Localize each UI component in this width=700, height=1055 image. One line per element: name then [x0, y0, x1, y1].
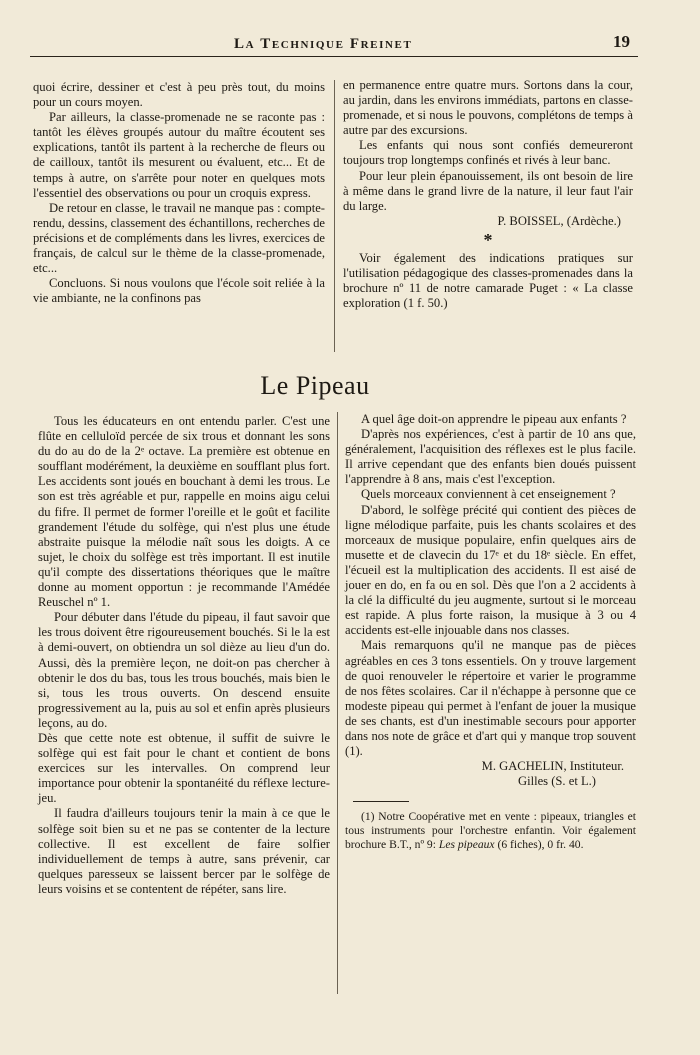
section-asterisk: * — [483, 229, 493, 250]
author-signature: M. GACHELIN, Instituteur. — [481, 759, 624, 774]
paragraph: quoi écrire, dessiner et c'est à peu près tout, du moins pour un cours moyen. — [33, 80, 325, 110]
paragraph: Mais remarquons qu'il ne manque pas de pièces agréables en ces 3 tons essentiels. On y trouve largement de quoi renouveler le répertoire et varier le programme de nos fêtes scolaires. Car il n'échappe à personne que ce modeste pipeau qui permet à l'enfant de jouer la musique de ses chants, est d'un inestimable secours pour apporter dans nos note de grâce et d'art qui y manque trop souvent (1). — [345, 638, 636, 759]
paragraph: Les enfants qui nous sont confiés demeureront toujours trop longtemps confinés et rivés à leur banc. — [343, 138, 633, 168]
column-bottom-left — [38, 414, 330, 897]
footnote-title: Les pipeaux — [438, 837, 495, 851]
paragraph: Dès que cette note est obtenue, il suffit de suivre le solfège qui est fait pour le chant et contient de bons exercices sur les intervalles. On comprend leur importance pour obtenir la spontanéité du réflexe lecture-jeu. — [38, 730, 330, 806]
footnote-end: (6 fiches), 0 fr. 40. — [497, 837, 584, 851]
paragraph: D'abord, le solfège précité qui contient des pièces de ligne mélodique parfaite, puis les chants scolaires et des morceaux de musique populaire, enfin quelques airs de musette et de clavecin du 17ᵉ et du 18ᵉ siècle. En effet, l'écueil est la multiplication des accidents. Il est aisé de jouer en do, en fa ou en sol. Dès que l'on a 2 accidents à la clé la difficulté du jeu augmente, surtout si le morceau est rapide. A plus forte raison, la musique à 3 ou 4 accidents est-elle injouable dans nos classes. — [345, 502, 636, 638]
column-divider — [337, 412, 338, 994]
paragraph: Quels morceaux conviennent à cet enseignement ? — [361, 487, 616, 502]
author-location: Gilles (S. et L.) — [518, 774, 596, 789]
paragraph: Voir également des indications pratiques sur l'utilisation pédagogique des classes-promenades dans la brochure nº 11 de notre camarade Puget : « La classe exploration (1 f. 50.) — [343, 250, 633, 311]
running-title: La Technique Freinet — [234, 36, 413, 52]
column-top-right — [343, 78, 633, 311]
column-top-left — [33, 80, 325, 306]
column-bottom-right — [345, 412, 636, 852]
author-signature: P. BOISSEL, (Ardèche.) — [497, 213, 621, 228]
article-title: Le Pipeau — [260, 371, 370, 400]
footnote — [345, 810, 636, 851]
paragraph: Pour leur plein épanouissement, ils ont besoin de lire à même dans le grand livre de la nature, il leur faut l'air du large. — [343, 168, 633, 213]
column-divider — [334, 80, 335, 352]
footnote-text: (1) Notre Coopérative met en vente : pipeaux, triangles et tous instruments pour l'orchestre enfantin. Voir également brochure B.T., nº 9: — [345, 810, 636, 851]
paragraph: Pour débuter dans l'étude du pipeau, il faut savoir que les trous doivent être rigoureusement bouchés. Si le la est à demi-ouvert, on obtiendra un sol dièze au lieu d'un do. Aussi, dès la première leçon, ne doit-on pas chercher à obtenir le dos du bas, tous les trous bouchés, mais bien le si, tous les trous ouverts. On descend ensuite progressivement au la, puis au sol et enfin après plusieurs leçons, au do. — [38, 610, 330, 730]
page-header — [30, 30, 638, 57]
paragraph: Par ailleurs, la classe-promenade ne se raconte pas : tantôt les élèves groupés autour du maître écoutent ses explications, tantôt ils partent à la recherche de fleurs ou de cailloux, tantôt ils mesurent ou évaluent, etc... Et de temps à autre, on s'arrête pour noter en quelques mots l'essentiel des observations ou pour un croquis express. — [33, 110, 325, 200]
paragraph: A quel âge doit-on apprendre le pipeau aux enfants ? — [361, 412, 627, 426]
paragraph: en permanence entre quatre murs. Sortons dans la cour, au jardin, dans les environs immédiats, partons en classe-promenade, et si nous le pouvons, complétons de temps à autre par des excursions. — [343, 78, 633, 138]
paragraph: Tous les éducateurs en ont entendu parler. C'est une flûte en celluloïd percée de six trous et donnant les sons du do au do de la 2ᵉ octave. La première est obtenue en soufflant modérément, la deuxième en soufflant plus fort. Les accidents sont joués en bouchant à demi les trous. Le son est très agréable et pur, rappelle en moins aigu celui du fifre. Il permet de former l'oreille et le goût et facilite grandement l'étude du solfège, qui n'est plus une étude abstraite puisque la mélodie naît sous les doigts. A ce sujet, le choix du solfège est très important. Il est inutile qu'il compte des dissertations théoriques que le maître donne au moment opportun : je recommande l'Amédée Reuschel nº 1. — [38, 414, 330, 610]
page-number: 19 — [613, 32, 630, 51]
paragraph: De retour en classe, le travail ne manque pas : compte-rendu, dessins, classement des échantillons, recherches de précisions et de compléments dans les livres, exercices de français, de calcul sur le thème de la classe-promenade, etc... — [33, 200, 326, 276]
footnote-divider — [353, 801, 409, 802]
paragraph: Concluons. Si nous voulons que l'école soit reliée à la vie ambiante, ne la confinons pas — [33, 276, 325, 306]
paragraph: D'après nos expériences, c'est à partir de 10 ans que, généralement, l'acquisition des réflexes est le plus facile. Il arrive cependant que des enfants bien doués puissent l'apprendre à 8 ans, mais c'est l'exception. — [345, 427, 636, 487]
paragraph: Il faudra d'ailleurs toujours tenir la main à ce que le solfège soit bien su et ne pas se contenter de la lecture collective. Il est excellent de faire solfier individuellement de temps à autre, sans prévenir, car quelques paresseux se laissent bercer par le solfège de leurs voisins et se contentent de répéter, sans lire. — [38, 806, 330, 896]
